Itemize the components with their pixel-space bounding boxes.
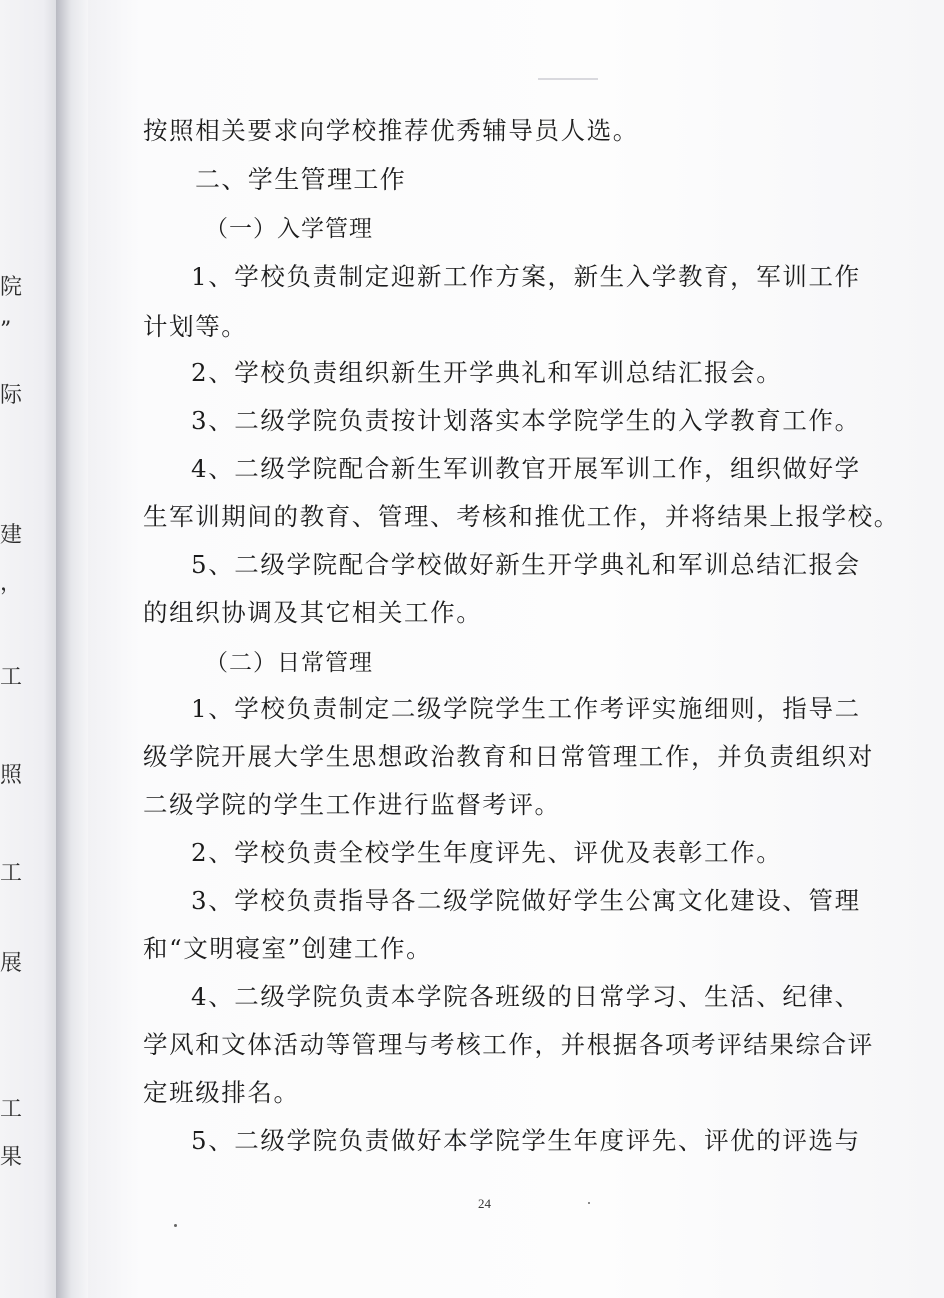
left-margin-char: 工 bbox=[0, 665, 23, 690]
paragraph-line: 1、学校负责制定二级学院学生工作考评实施细则，指导二 bbox=[191, 694, 861, 723]
paragraph-line: 5、二级学院负责做好本学院学生年度评先、评优的评选与 bbox=[191, 1126, 861, 1155]
paragraph-line: 和“文明寝室”创建工作。 bbox=[143, 934, 433, 963]
section-heading: 二、学生管理工作 bbox=[195, 165, 407, 194]
left-margin-char: 院 bbox=[0, 275, 23, 300]
paragraph-line: 1、学校负责制定迎新工作方案，新生入学教育，军训工作 bbox=[191, 262, 861, 291]
paragraph-line: 级学院开展大学生思想政治教育和日常管理工作，并负责组织对 bbox=[143, 742, 874, 771]
left-margin-char: 际 bbox=[0, 383, 23, 408]
paragraph-line: 2、学校负责组织新生开学典礼和军训总结汇报会。 bbox=[191, 358, 783, 387]
paragraph-line: 4、二级学院负责本学院各班级的日常学习、生活、纪律、 bbox=[191, 982, 861, 1011]
scan-speck bbox=[588, 1202, 590, 1204]
left-margin-char: 果 bbox=[0, 1145, 23, 1170]
page-mark bbox=[538, 78, 598, 80]
paragraph-line: 2、学校负责全校学生年度评先、评优及表彰工作。 bbox=[191, 838, 783, 867]
left-margin-char: ， bbox=[0, 571, 23, 596]
paragraph-line: 二级学院的学生工作进行监督考评。 bbox=[143, 790, 561, 819]
paragraph-line: 的组织协调及其它相关工作。 bbox=[143, 598, 483, 627]
page-number: 24 bbox=[478, 1196, 491, 1211]
paragraph-line: 学风和文体活动等管理与考核工作，并根据各项考评结果综合评 bbox=[143, 1030, 874, 1059]
left-margin-char: 建 bbox=[0, 523, 23, 548]
scan-speck bbox=[174, 1224, 177, 1227]
left-margin-char: 工 bbox=[0, 1097, 23, 1122]
paragraph-line: 3、二级学院负责按计划落实本学院学生的入学教育工作。 bbox=[191, 406, 861, 435]
book-gutter bbox=[56, 0, 90, 1298]
paragraph-line: 3、学校负责指导各二级学院做好学生公寓文化建设、管理 bbox=[191, 886, 861, 915]
left-margin-char: 工 bbox=[0, 861, 23, 886]
paragraph-line: 定班级排名。 bbox=[143, 1078, 300, 1107]
paragraph-line: 按照相关要求向学校推荐优秀辅导员人选。 bbox=[143, 116, 639, 145]
paragraph-line: 计划等。 bbox=[143, 312, 248, 341]
subsection-heading: （二）日常管理 bbox=[205, 650, 373, 676]
subsection-heading: （一）入学管理 bbox=[205, 216, 373, 242]
left-margin-char: 展 bbox=[0, 951, 23, 976]
paragraph-line: 4、二级学院配合新生军训教官开展军训工作，组织做好学 bbox=[191, 454, 861, 483]
left-margin-char: ” bbox=[0, 318, 12, 343]
paragraph-line: 生军训期间的教育、管理、考核和推优工作，并将结果上报学校。 bbox=[143, 502, 900, 531]
left-margin-char: 照 bbox=[0, 763, 23, 788]
paragraph-line: 5、二级学院配合学校做好新生开学典礼和军训总结汇报会 bbox=[191, 550, 861, 579]
left-page-edge bbox=[0, 0, 62, 1298]
